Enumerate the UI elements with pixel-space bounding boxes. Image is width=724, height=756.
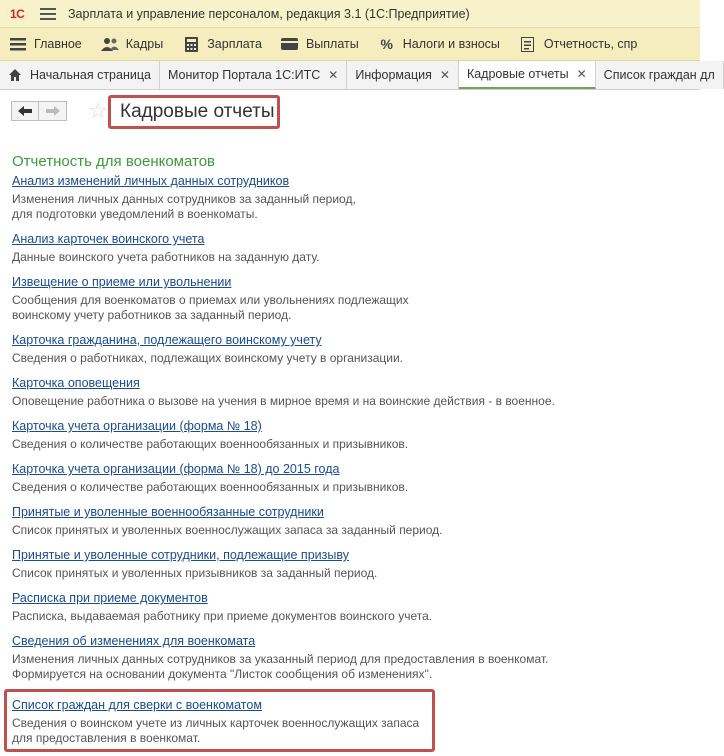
section-taxes[interactable] bbox=[369, 28, 510, 61]
report-description: Оповещение работника о вызове на учения в мирное время и на воинские действия - в военное. bbox=[12, 394, 555, 408]
section-label: Главное bbox=[34, 37, 82, 51]
report-link[interactable]: Сведения об изменениях для военкомата bbox=[12, 634, 256, 648]
navigation-buttons bbox=[11, 101, 67, 121]
open-windows-tabs bbox=[0, 61, 715, 90]
report-link[interactable]: Карточка оповещения bbox=[12, 376, 140, 390]
reports-list bbox=[12, 152, 692, 688]
report-link[interactable]: Список граждан для сверки с военкоматом bbox=[12, 698, 262, 712]
tab-home[interactable] bbox=[0, 61, 160, 89]
section-salary[interactable] bbox=[173, 28, 272, 61]
tab-hr-reports[interactable] bbox=[459, 61, 596, 89]
report-item bbox=[12, 375, 692, 409]
percent-icon: % bbox=[380, 36, 393, 52]
report-description: Список принятых и уволенных призывников за заданный период. bbox=[12, 566, 378, 580]
section-personnel[interactable] bbox=[92, 28, 173, 61]
report-description: Изменения личных данных сотрудников за заданный период, для подготовки уведомлений в военкоматы. bbox=[12, 192, 356, 221]
section-label: Налоги и взносы bbox=[402, 37, 500, 51]
menu-icon bbox=[8, 36, 28, 52]
report-link[interactable]: Извещение о приеме или увольнении bbox=[12, 275, 232, 289]
section-label: Кадры bbox=[125, 37, 164, 51]
page-title: Кадровые отчеты bbox=[120, 101, 275, 122]
section-label: Выплаты bbox=[305, 37, 359, 51]
group-title: Отчетность для военкоматов bbox=[12, 153, 216, 170]
app-title: Зарплата и управление персоналом, редакция 3.1 (1С:Предприятие) bbox=[68, 6, 470, 21]
close-icon[interactable]: ✕ bbox=[439, 68, 450, 82]
report-link[interactable]: Карточка учета организации (форма № 18) bbox=[12, 419, 262, 433]
home-icon bbox=[8, 68, 22, 82]
close-icon[interactable]: ✕ bbox=[576, 67, 587, 81]
report-item bbox=[12, 173, 692, 222]
1c-logo: 1С bbox=[10, 6, 25, 21]
close-icon[interactable]: ✕ bbox=[328, 68, 339, 82]
report-link[interactable]: Анализ изменений личных данных сотрудников bbox=[12, 174, 290, 188]
tab-label: Список граждан дл bbox=[603, 68, 715, 82]
report-item bbox=[12, 590, 692, 624]
report-description: Сообщения для военкоматов о приемах или увольнениях подлежащих воинскому учету работников за заданный период. bbox=[12, 293, 409, 322]
tab-label: Кадровые отчеты bbox=[466, 67, 569, 81]
favorite-star-icon[interactable]: ☆ bbox=[88, 98, 108, 123]
tab-label: Информация bbox=[355, 68, 432, 82]
report-description: Сведения о количестве работающих военнообязанных и призывников. bbox=[12, 480, 409, 494]
arrow-left-icon bbox=[18, 106, 32, 116]
back-button[interactable] bbox=[11, 101, 39, 121]
report-item bbox=[12, 461, 692, 495]
main-menu-icon[interactable] bbox=[40, 8, 56, 20]
report-link[interactable]: Принятые и уволенные военнообязанные сотрудники bbox=[12, 505, 324, 519]
report-item bbox=[12, 633, 692, 679]
report-icon bbox=[518, 36, 538, 52]
sections-panel bbox=[0, 28, 700, 61]
section-payments[interactable] bbox=[272, 28, 369, 61]
report-link[interactable]: Карточка гражданина, подлежащего воинскому учету bbox=[12, 333, 322, 347]
calculator-icon bbox=[181, 36, 201, 52]
report-link[interactable]: Анализ карточек воинского учета bbox=[12, 232, 205, 246]
report-description: Список принятых и уволенных военнослужащих запаса за заданный период. bbox=[12, 523, 443, 537]
report-description: Сведения о количестве работающих военнообязанных и призывников. bbox=[12, 437, 409, 451]
report-item bbox=[12, 274, 692, 323]
wallet-icon bbox=[280, 36, 300, 52]
report-item bbox=[12, 332, 692, 366]
report-link[interactable]: Расписка при приеме документов bbox=[12, 591, 208, 605]
report-description: Изменения личных данных сотрудников за указанный период для предоставления в военкомат. Формируется на основании документа "Листок сообщения об изменениях". bbox=[12, 652, 549, 681]
section-main[interactable] bbox=[0, 28, 92, 61]
report-item bbox=[12, 504, 692, 538]
title-bar bbox=[0, 0, 700, 28]
tab-information[interactable] bbox=[347, 61, 459, 89]
report-link[interactable]: Принятые и уволенные сотрудники, подлежащие призыву bbox=[12, 548, 349, 562]
tab-its-monitor[interactable] bbox=[160, 61, 347, 89]
tab-label: Монитор Портала 1С:ИТС bbox=[167, 68, 321, 82]
arrow-right-icon bbox=[46, 106, 60, 116]
page-title-highlight bbox=[108, 95, 280, 129]
report-item bbox=[12, 418, 692, 452]
section-reports[interactable] bbox=[510, 28, 647, 61]
section-label: Зарплата bbox=[207, 37, 262, 51]
report-description: Сведения о работниках, подлежащих воинскому учету в организации. bbox=[12, 351, 404, 365]
tab-label: Начальная страница bbox=[30, 68, 151, 82]
report-item bbox=[12, 547, 692, 581]
report-link[interactable]: Карточка учета организации (форма № 18) до 2015 года bbox=[12, 462, 340, 476]
report-item bbox=[12, 231, 692, 265]
report-description: Расписка, выдаваемая работнику при приеме документов воинского учета. bbox=[12, 609, 433, 623]
report-description: Данные воинского учета работников на заданную дату. bbox=[12, 250, 320, 264]
report-item-highlighted bbox=[12, 697, 419, 746]
section-label: Отчетность, спр bbox=[543, 37, 638, 51]
people-icon bbox=[100, 36, 120, 52]
report-description: Сведения о воинском учете из личных карточек военнослужащих запаса для предоставления в военкомат. bbox=[12, 716, 420, 745]
tab-citizens-list[interactable] bbox=[596, 61, 724, 89]
forward-button[interactable] bbox=[39, 101, 67, 121]
